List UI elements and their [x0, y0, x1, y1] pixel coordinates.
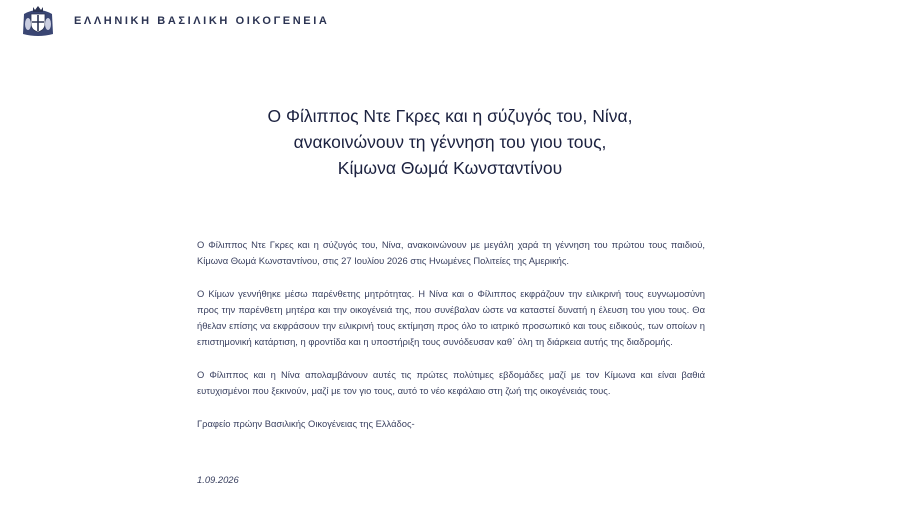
paragraph-surrogacy: Ο Κίμων γεννήθηκε μέσω παρένθετης μητρότητας. Η Νίνα και ο Φίλιππος εκφράζουν την ειλικρινή τους ευγνωμοσύνη προς την παρένθετη μητέρα και την οικογένειά της, που συνέβαλαν ώστε να καταστεί δυνατή η έλευση του γιου τους. Θα ήθελαν επίσης να εκφράσουν την ειλικρινή τους εκτίμηση προς όλο το ιατρικό προσωπικό και τους ειδικούς, των οποίων η επιστημονική κατάρτιση, η φροντίδα και η υποστήριξη τους συνόδευσαν καθ΄ όλη τη διάρκεια αυτής της διαδρομής.: [197, 288, 705, 347]
paragraph-announcement: Ο Φίλιππος Ντε Γκρες και η σύζυγός του, Νίνα, ανακοινώνουν με μεγάλη χαρά τη γέννηση του πρώτου τους παιδιού, Κίμωνα Θωμά Κωνσταντίνου, στις 27 Ιουλίου 2026 στις Ηνωμένες Πολιτείες της Αμερικής.: [197, 239, 705, 266]
publication-date: 1.09.2026: [197, 474, 239, 485]
royal-coat-of-arms-icon[interactable]: [20, 4, 56, 38]
signature-line: Γραφείο πρώην Βασιλικής Οικογένειας της Ελλάδος-: [197, 418, 415, 429]
site-title[interactable]: ΕΛΛΗΝΙΚΗ ΒΑΣΙΛΙΚΗ ΟΙΚΟΓΕΝΕΙΑ: [74, 15, 330, 27]
page-title: [200, 103, 700, 181]
paragraph-family: Ο Φίλιππος και η Νίνα απολαμβάνουν αυτές τις πρώτες πολύτιμες εβδομάδες μαζί με τον Κίμωνα και είναι βαθιά ευτυχισμένοι που ξεκινούν, μαζί με τον γιο τους, αυτό το νέο κεφάλαιο στη ζωή της οικογένειάς τους.: [197, 369, 705, 396]
title-line-1: Ο Φίλιππος Ντε Γκρες και η σύζυγός του, Νίνα,: [267, 106, 633, 126]
title-line-3: Κίμωνα Θωμά Κωνσταντίνου: [337, 158, 563, 178]
title-line-2: ανακοινώνουν τη γέννηση του γιου τους,: [293, 132, 607, 152]
site-header: [0, 0, 900, 44]
article-body: [197, 237, 705, 449]
